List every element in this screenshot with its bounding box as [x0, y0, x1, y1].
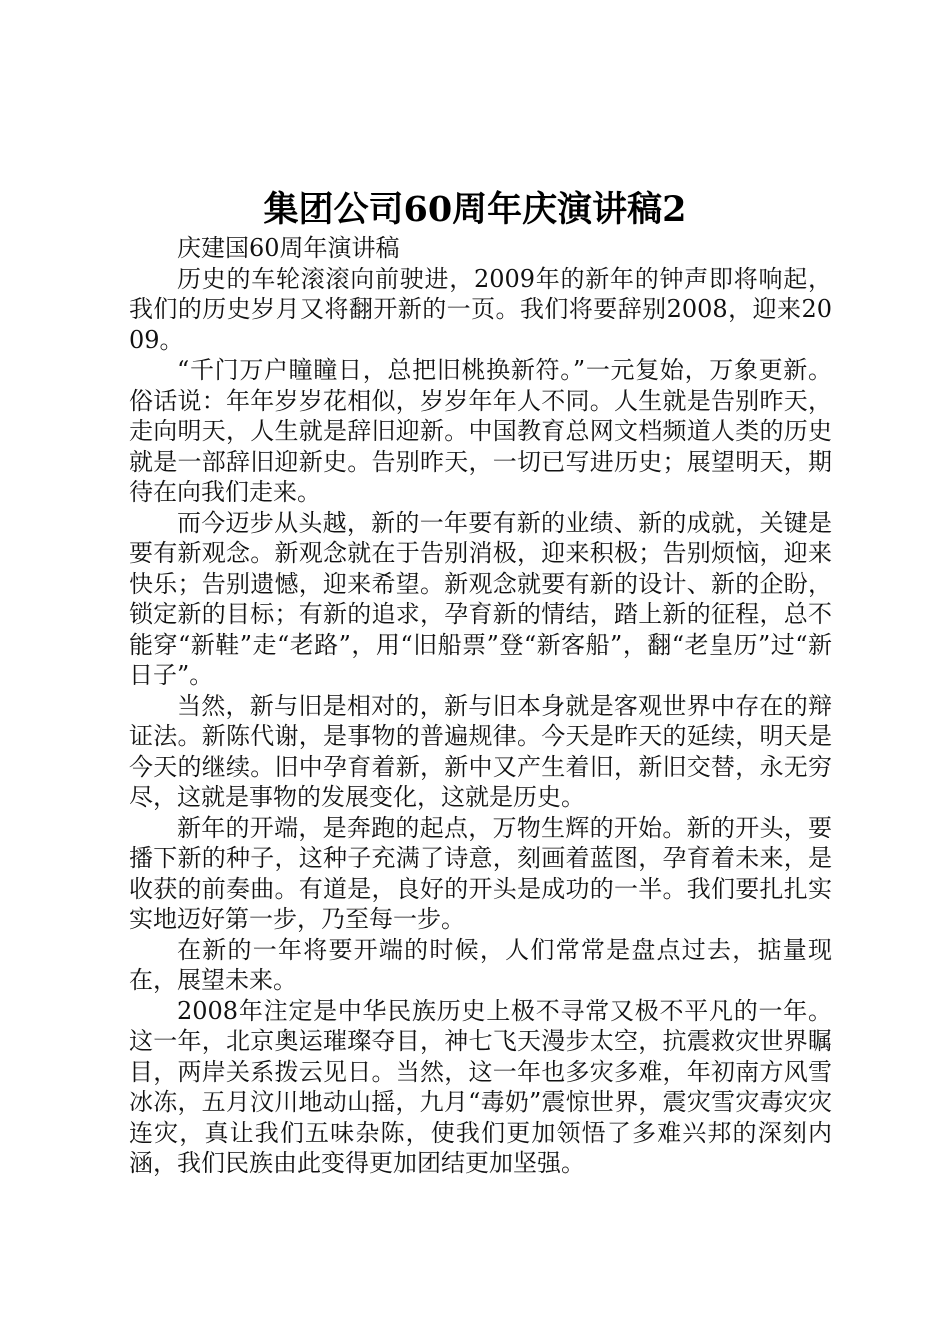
paragraph: “千门万户瞳瞳日，总把旧桃换新符。”一元复始，万象更新。俗话说：年年岁岁花相似，岁岁年年人不同。人生就是告别昨天，走向明天，人生就是辞旧迎新。中国教育总网文档频道人类的历史就是一部辞旧迎新史。告别昨天，一切已写进历史；展望明天，期待在向我们走来。: [129, 356, 832, 506]
paragraph: 新年的开端，是奔跑的起点，万物生辉的开始。新的开头，要播下新的种子，这种子充满了诗意，刻画着蓝图，孕育着未来，是收获的前奏曲。有道是，良好的开头是成功的一半。我们要扎扎实实地迈好第一步，乃至每一步。: [129, 813, 832, 933]
paragraph: 历史的车轮滚滚向前驶进，2009年的新年的钟声即将响起，我们的历史岁月又将翻开新的一页。我们将要辞别2008，迎来2009。: [129, 264, 832, 354]
paragraph: 在新的一年将要开端的时候，人们常常是盘点过去，掂量现在，展望未来。: [129, 935, 832, 994]
document-body: [129, 233, 832, 1179]
document-title: 集团公司60周年庆演讲稿2: [263, 189, 687, 230]
paragraph: 2008年注定是中华民族历史上极不寻常又极不平凡的一年。这一年，北京奥运璀璨夺目，神七飞天漫步太空，抗震救灾世界瞩目，两岸关系拨云见日。当然，这一年也多灾多难，年初南方风雪冰冻，五月汶川地动山摇，九月“毒奶”震惊世界，震灾雪灾毒灾灾连灾，真让我们五味杂陈，使我们更加领悟了多难兴邦的深刻内涵，我们民族由此变得更加团结更加坚强。: [129, 996, 832, 1177]
paragraph-subtitle: 庆建国60周年演讲稿: [177, 234, 400, 262]
paragraph: 当然，新与旧是相对的，新与旧本身就是客观世界中存在的辩证法。新陈代谢，是事物的普遍规律。今天是昨天的延续，明天是今天的继续。旧中孕育着新，新中又产生着旧，新旧交替，永无穷尽，这就是事物的发展变化，这就是历史。: [129, 691, 832, 811]
paragraph: 而今迈步从头越，新的一年要有新的业绩、新的成就，关键是要有新观念。新观念就在于告别消极，迎来积极；告别烦恼，迎来快乐；告别遗憾，迎来希望。新观念就要有新的设计、新的企盼，锁定新的目标；有新的追求，孕育新的情结，踏上新的征程，总不能穿“新鞋”走“老路”，用“旧船票”登“新客船”，翻“老皇历”过“新日子”。: [129, 508, 832, 689]
